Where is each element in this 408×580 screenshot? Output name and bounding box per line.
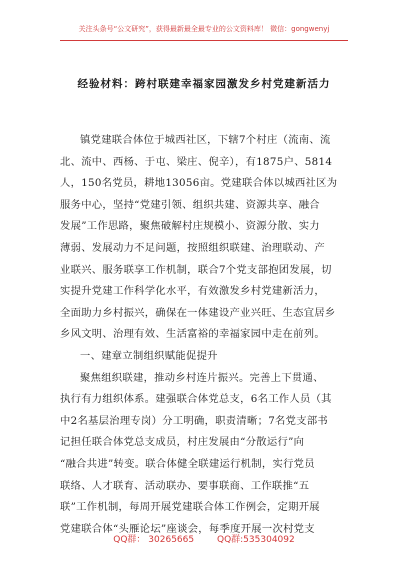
header-divider bbox=[60, 40, 348, 41]
body-line: 发展”工作思路，聚焦破解村庄规模小、资源分散、实力 bbox=[60, 220, 320, 233]
document-body bbox=[60, 130, 350, 540]
body-line: 党建联合体“头雁论坛”座谈会，每季度开展一次村党支 bbox=[60, 522, 315, 535]
body-line: 一、建章立制组织赋能促提升 bbox=[80, 349, 218, 362]
footer-qq-group-1: QQ群： 30265665 bbox=[113, 535, 195, 545]
body-line: 执行有力组织体系。建强联合体党总支，6名工作人员（其 bbox=[60, 393, 332, 406]
page-header bbox=[0, 0, 408, 44]
document-title: 经验材料：跨村联建幸福家园激发乡村党建新活力 bbox=[77, 78, 331, 90]
body-line: 联”工作机制，每周开展党建联合体工作例会，定期开展 bbox=[60, 501, 320, 514]
body-line: 镇党建联合体位于城西社区，下辖7个村庄（流南、流 bbox=[80, 134, 331, 146]
page-footer bbox=[0, 532, 408, 552]
body-line: “融合共进”转变。联合体健全联建运行机制，实行党员 bbox=[60, 457, 315, 470]
footer-qq-group-2: QQ群:535304092 bbox=[216, 535, 295, 545]
body-line: 中2名基层治理专岗）分工明确，职责清晰；7名党支部书 bbox=[60, 414, 329, 427]
body-line: 人，150名党员，耕地13056亩。党建联合体以城西社区为 bbox=[60, 177, 338, 190]
body-line: 全面助力乡村振兴，确保在一体建设产业兴旺、生态宜居乡 bbox=[60, 306, 336, 319]
header-promo-text: 关注头条号“公文研究”，获得最新最全最专业的公文资料库！ 微信：gongwenyj bbox=[78, 25, 330, 33]
body-line: 业联兴、服务联享工作机制，联合7个党支部抱团发展，切 bbox=[60, 263, 332, 276]
body-line: 服务中心，坚持“党建引领、组织共建、资源共享、融合 bbox=[60, 198, 320, 211]
body-line: 联络、人才联育、活动联办、要事联商、工作联推“五 bbox=[60, 479, 310, 492]
body-line: 薄弱、发展动力不足问题，按照组织联建、治理联动、产 bbox=[60, 241, 325, 254]
body-line: 北、流中、西杨、于屯、梁庄、倪辛），有1875户、5814 bbox=[60, 155, 333, 168]
body-line: 乡风文明、治理有效、生活富裕的幸福家园中走在前列。 bbox=[60, 328, 325, 341]
body-line: 记担任联合体党总支成员，村庄发展由“分散运行”向 bbox=[60, 436, 305, 449]
body-line: 聚焦组织联建，推动乡村连片振兴。完善上下贯通、 bbox=[80, 371, 324, 384]
body-line: 实提升党建工作科学化水平，有效激发乡村党建新活力， bbox=[60, 285, 325, 298]
